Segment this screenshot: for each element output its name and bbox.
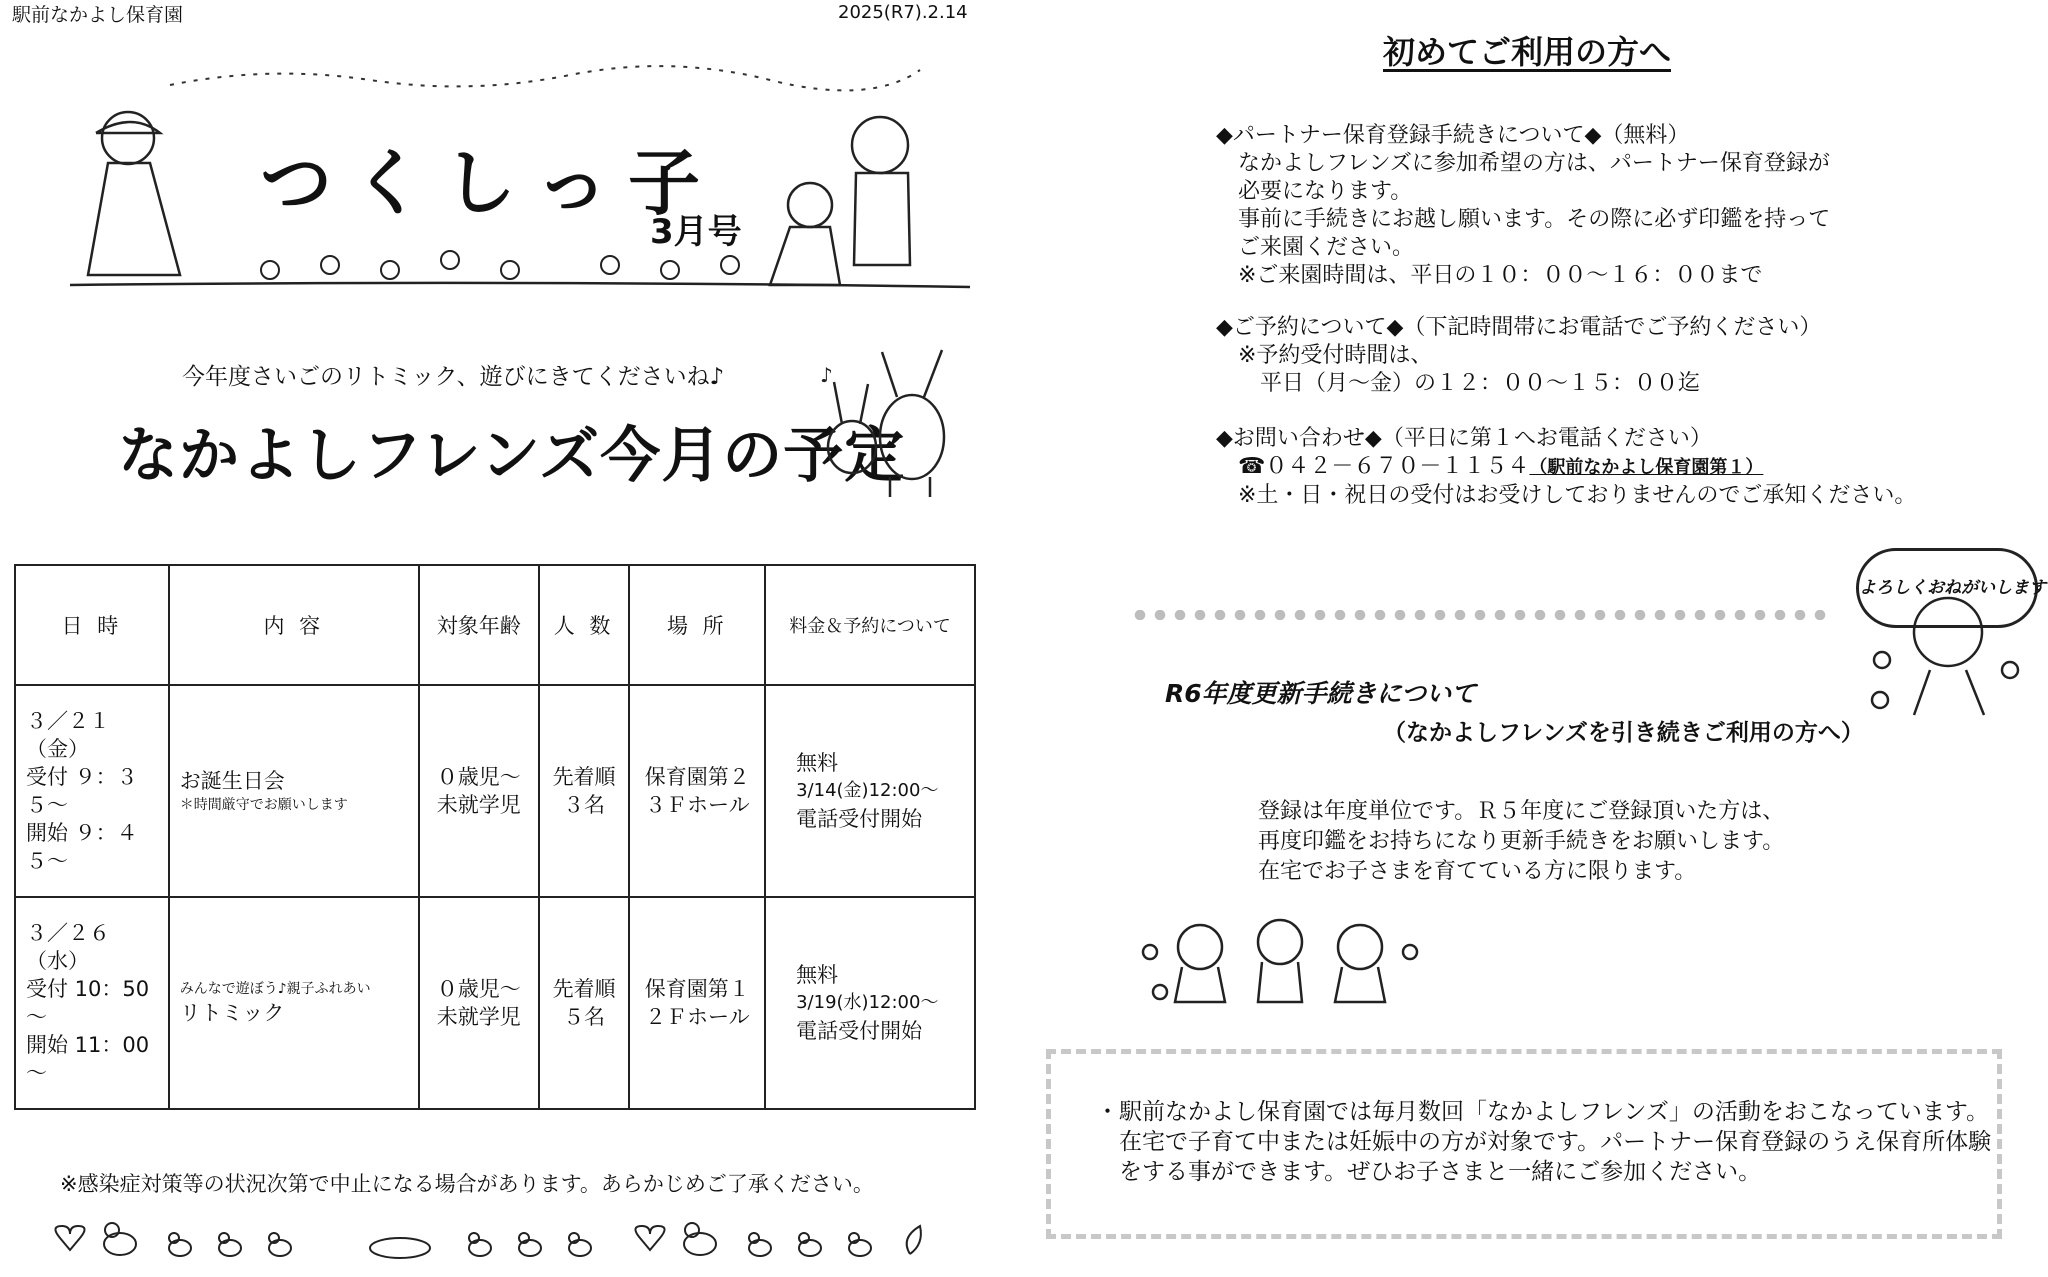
ducks-decoration	[40, 1218, 960, 1268]
cell-fee: 無料 3/19(水)12:00～ 電話受付開始	[796, 963, 939, 1043]
cell-age: ０歳児～ 未就学児	[436, 977, 521, 1029]
renewal-subtitle: （なかよしフレンズを引き続きご利用の方へ）	[1383, 720, 1864, 746]
cell-count: 先着順 ５名	[552, 977, 616, 1029]
partner-registration: ◆パートナー保育登録手続きについて◆（無料） なかよしフレンズに参加希望の方は、パートナー保育登録が 必要になります。 事前に手続きにお越し願います。その際に必ず印鑑を持って ご来園ください。 ※ご来園時間は、平日の１０：００～１６：００まで	[1216, 123, 1831, 288]
greeting-girl-illustration	[1860, 590, 2030, 720]
cell-count: 先着順 ３名	[552, 765, 616, 817]
header-datetime: 日 時	[15, 565, 169, 685]
content-title: お誕生日会	[179, 769, 285, 793]
info-box-text: ・駅前なかよし保育園では毎月数回「なかよしフレンズ」の活動をおこなっています。 在宅で子育て中または妊娠中の方が対象です。パートナー保育登録のうえ保育所体験 をする事ができます。ぜひお子さまと一緒にご参加ください。	[1096, 1099, 1992, 1185]
cell-content	[170, 979, 418, 1027]
cell-place: 保育園第２ ３Ｆホール	[644, 765, 750, 817]
header-content: 内 容	[169, 565, 419, 685]
header-age: 対象年齢	[419, 565, 539, 685]
greeting-bubble: よろしくおねがいします	[1856, 548, 2038, 628]
content-note: ＊時間厳守でお願いします	[179, 797, 348, 813]
intro-lead: 今年度さいごのリトミック、遊びにきてくださいね♪	[182, 364, 725, 390]
header-count: 人 数	[539, 565, 630, 685]
cell-datetime: ３／２６（水） 受付 10：50～ 開始 11：00～	[26, 921, 150, 1085]
cell-datetime: ３／２１（金） 受付 ９：３５～ 開始 ９：４５～	[26, 709, 138, 873]
reservation-info: ◆ご予約について◆（下記時間帯にお電話でご予約ください） ※予約受付時間は、 平日（月～金）の１２：００～１５：００迄	[1216, 315, 1822, 396]
table-row	[15, 897, 975, 1109]
content-note: みんなで遊ぼう♪親子ふれあい	[179, 981, 371, 997]
header-fee: 料金＆予約について	[765, 565, 975, 685]
content-title: リトミック	[179, 1001, 285, 1025]
newsletter-title: つくしっ子	[260, 141, 721, 225]
renewal-title: R6年度更新手続きについて	[1165, 679, 1477, 708]
schedule-table	[14, 564, 976, 1110]
svg-text:♪: ♪	[820, 363, 833, 387]
cell-fee: 無料 3/14(金)12:00～ 電話受付開始	[796, 751, 939, 831]
cancellation-notice: ※感染症対策等の状況次第で中止になる場合があります。あらかじめご了承ください。	[60, 1172, 874, 1196]
first-time-title: 初めてご利用の方へ	[1383, 33, 1672, 71]
section-divider	[1130, 610, 1830, 620]
header-place: 場 所	[629, 565, 765, 685]
cell-age: ０歳児～ 未就学児	[436, 765, 521, 817]
org-name: 駅前なかよし保育園	[12, 4, 184, 26]
renewal-body: 登録は年度単位です。Ｒ５年度にご登録頂いた方は、 再度印鑑をお持ちになり更新手続きをお願いします。 在宅でお子さまを育てている方に限ります。	[1258, 799, 1785, 884]
children-illustration	[1130, 912, 1430, 1012]
cell-content	[170, 767, 418, 815]
cell-place: 保育園第１ ２Ｆホール	[644, 977, 750, 1029]
issue-date: 2025(R7).2.14	[838, 2, 968, 23]
issue-label: 3月号	[650, 212, 742, 252]
contact-info: ◆お問い合わせ◆（平日に第１へお電話ください） ☎０４２－６７０－１１５４（駅前なかよし保育園第１） ※土・日・祝日の受付はお受けしておりませんのでご承知ください。	[1216, 426, 1917, 508]
phone-number: ☎０４２－６７０－１１５４	[1216, 454, 1530, 479]
schedule-headline: なかよしフレンズ今月の予定	[118, 421, 906, 491]
table-header-row	[15, 565, 975, 685]
table-row	[15, 685, 975, 897]
contact-org: （駅前なかよし保育園第１）	[1529, 457, 1764, 478]
rabbits-illustration	[812, 342, 972, 502]
